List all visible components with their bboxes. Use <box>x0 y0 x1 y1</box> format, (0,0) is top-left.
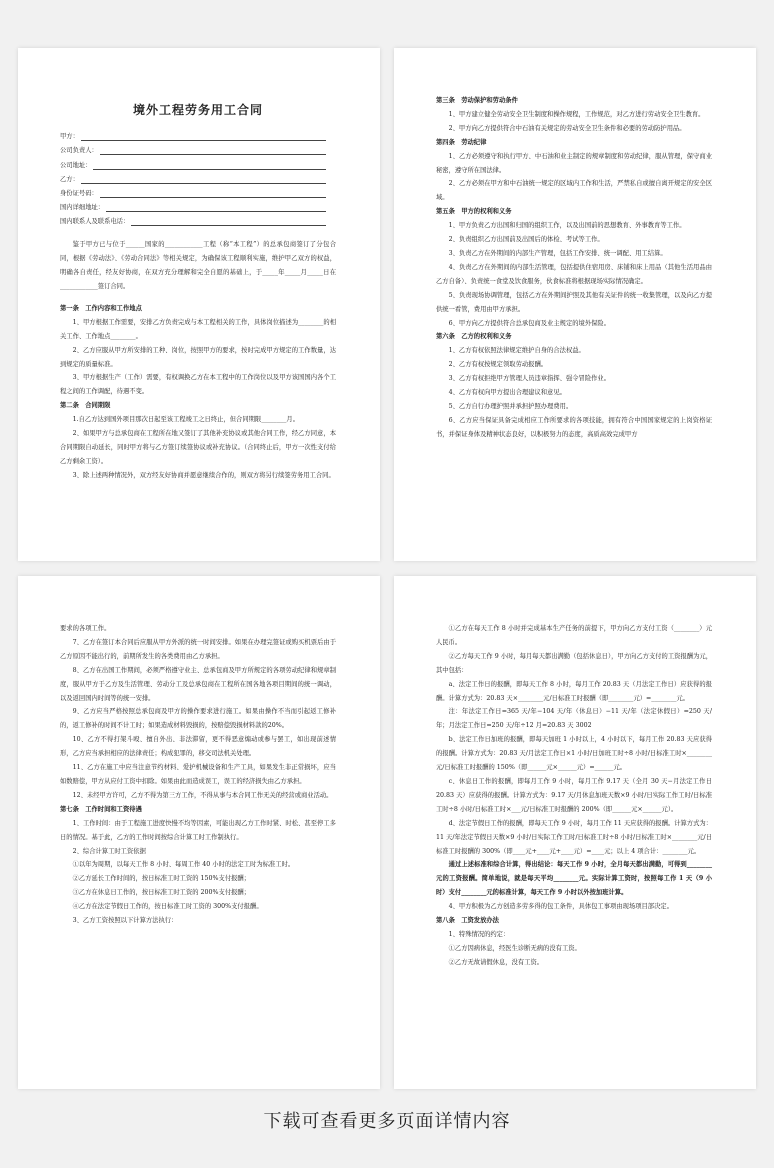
continued-text: 要求的各项工作。 <box>60 625 111 632</box>
party-field-label: 国内联系人及联系电话： <box>60 218 130 226</box>
wage-summary-paragraph: 通过上述标准和综合计算，得出结论：每天工作 9 小时，全月每天都出满勤，可得到________元的工资报酬。简单地说，就是每天平均________元。实际计算工资时，按照每工作 1 天（9 小时）支付________元的标准计算，每天工作 9 小时以外按加班计算。 <box>436 861 712 897</box>
contract-page-4 <box>394 576 756 1089</box>
clause-paragraph: c、休息日工作的报酬，即每月工作 9 小时，每月工作 9.17 天（全月 30 天−月法定工作日 20.83 天）应获得的报酬。计算方式为：9.17 天/月休息加班天数×9 小时/日实际工作工时/日标准工时÷8 小时/日标准工时×___元/日标准工时报酬的 200%（即______元×______元）。 <box>436 777 712 813</box>
contract-page-3 <box>18 576 380 1089</box>
clause-paragraph: 1、甲方建立健全劳动安全卫生制度和操作规程，工作规范，对乙方进行劳动安全卫生教育。 <box>448 110 705 118</box>
clause-paragraph: 4、负责乙方在外期间的内部生活管理，包括提供住宿用房、床铺和床上用品（其他生活用品由乙方自备）、负责统一食堂及饮食服务，伙食标准将根据现场实际情况确定。 <box>436 263 712 285</box>
party-field-row <box>60 158 336 172</box>
clause-paragraph: b、法定工作日加班的报酬，即每天加班 1 小时以上，4 小时以下，每月工作 20.83 天应获得的报酬。计算方式为：20.83 天/月法定工作日×1 小时/日加班工时÷8 小时/日标准工时×________元/日标准工时报酬的 150%（即______元×______元）=______元。 <box>436 736 712 772</box>
party-field-line <box>100 154 326 155</box>
clause-paragraph: 6、甲方向乙方提供符合总承包商及业主规定的境外保险。 <box>448 319 611 327</box>
clause-paragraph: 9、乙方应当严格按照总承包商及甲方的操作要求进行施工。如果由操作不当而引起返工修补的，返工修补的时间不计工时；如果造成材料毁损的，按赔偿毁损材料款的20%。 <box>60 708 336 730</box>
clause-paragraph: a、法定工作日的报酬，即每天工作 8 小时，每月工作 20.83 天（月法定工作日）应获得的报酬。计算方式为：20.83 天×________元/日标准工时报酬（即________元）=________元。 <box>436 680 712 702</box>
clause-paragraph: 3、乙方工资按照以下计算方法执行： <box>72 917 178 925</box>
clause-paragraph: 1、特殊情况的约定： <box>448 930 510 938</box>
clause-paragraph: ④乙方在法定节假日工作的，按日标准工时工资的 300%支付报酬。 <box>72 903 263 911</box>
party-field-label: 甲方： <box>60 133 79 141</box>
clause-paragraph: 6、乙方应当保证具备完成相应工作所要求的各项技能，拥有符合中国国家规定的上岗资格证书，并保证身体及精神状态良好，以积极努力的态度，高质高效完成甲方 <box>436 416 712 438</box>
clause-paragraph: 4、乙方有权向甲方提出合理建议和意见。 <box>448 389 566 397</box>
party-field-row <box>60 144 336 158</box>
clause-paragraph: d、法定节假日工作的报酬，即每天工作 9 小时，每月工作 11 天应获得的报酬。计算方式为：11 天/年法定节假日天数×9 小时/日实际工作工时/日标准工时÷8 小时/日标准工时×________元/日标准工时报酬的 300%（即____元+____元+____元）=____元；以上 4 项合计：________元。 <box>436 819 712 855</box>
clause-paragraph: ①乙方因病休息，经医生诊断无病的没有工资。 <box>448 944 581 952</box>
clause-paragraph: 5、乙方自行办理护照并承担护照办理费用。 <box>448 402 573 410</box>
article-heading: 第二条 合同期限 <box>60 402 111 410</box>
page-1-body <box>60 238 336 482</box>
clause-paragraph: ①乙方在每天工作 8 小时并完成基本生产任务的前提下，甲方向乙方支付工资（________）元人民币。 <box>436 625 712 646</box>
clause-paragraph: 10、乙方不得打架斗殴、擅自外出、非法滞留，更不得恶意煽动或参与罢工，如出现前述情形，乙方应当承担相应的法律责任；构成犯罪的，移交司法机关处理。 <box>60 736 336 758</box>
clause-paragraph: 11、乙方在施工中应当注意节约材料、爱护机械设备和生产工具，如果发生非正常损坏，应当如数赔偿，甲方从应付工资中扣除。如果由此而造成误工，误工的经济损失由乙方承担。 <box>60 764 336 785</box>
clause-paragraph: 2、如果甲方与总承包商在工程所在地又签订了其他补充协议或其他合同工作，经乙方同意，本合同期限自动延长，同时甲方将与乙方签订续签协议或补充协议。（合同终止后，甲方一次性支付给乙方剩余工资）。 <box>60 430 336 465</box>
page-2-body <box>436 94 712 442</box>
clause-paragraph: 注：年法定工作日=365 天/年−104 天/年（休息日）−11 天/年（法定休假日）=250 天/年；月法定工作日=250 天/年÷12 月=20.83 天 3002 <box>436 708 712 730</box>
clause-paragraph: 12、未经甲方许可，乙方不得为第三方工作，不得从事与本合同工作无关的经营或商业活动。 <box>72 791 333 799</box>
clause-paragraph: 1、甲方负责乙方出国和归国的组织工作，以及出国前的思想教育、外事教育等工作。 <box>448 222 686 230</box>
clause-paragraph: ①以年为周期，以每天工作 8 小时、每周工作 40 小时的法定工时为标准工时。 <box>72 861 295 869</box>
clause-paragraph: 8、乙方在出国工作期间，必须严格遵守业主、总承包商及甲方所规定的各项劳动纪律和规章制度，服从甲方于乙方及生活管理、劳动分工及总承包商在工程所在国各地各项目期间的统一调动，以及返回国内时间等的统一安排。 <box>60 666 336 702</box>
article-heading: 第八条 工资发放办法 <box>436 917 499 925</box>
party-field-line <box>81 140 326 141</box>
party-field-line <box>131 225 326 226</box>
clause-paragraph: 3、除上述两种情况外，双方经友好协商并愿意继续合作的，则双方将另行续签劳务用工合同。 <box>72 471 335 479</box>
clause-paragraph: 1、乙方有权依照法律规定维护自身的合法权益。 <box>448 347 585 355</box>
party-field-label: 乙方： <box>60 175 79 183</box>
page-4-body <box>436 622 712 970</box>
clause-paragraph: 1、乙方必须遵守和执行甲方、中石油和业主制定的规章制度和劳动纪律，服从管理，保守商业秘密，遵守所在国法律。 <box>436 152 712 174</box>
article-heading: 第五条 甲方的权利和义务 <box>436 208 512 216</box>
clause-paragraph: ②乙方每天工作 9 小时，每月每天都出满勤（包括休息日），甲方向乙方支付的工资报酬为元，其中包括： <box>436 652 712 674</box>
article-heading: 第四条 劳动纪律 <box>436 138 487 146</box>
party-field-line <box>93 169 326 170</box>
clause-paragraph: ③乙方在休息日工作的，按日标准工时工资的 200%支付报酬； <box>72 889 251 897</box>
contract-page-2 <box>394 48 756 561</box>
contract-title: 境外工程劳务用工合同 <box>132 103 263 117</box>
party-field-line <box>81 183 326 184</box>
party-field-row <box>60 215 336 229</box>
party-field-row <box>60 201 336 215</box>
party-field-row <box>60 187 336 201</box>
spacer <box>60 294 336 302</box>
article-heading: 第三条 劳动保护和劳动条件 <box>436 97 518 104</box>
clause-paragraph: 1、甲方根据工作需要，安排乙方负责完成与本工程相关的工作，具体岗位描述为________的相关工作、工作地点________。 <box>60 318 336 340</box>
party-field-label: 国内详细地址： <box>60 204 105 212</box>
party-field-row <box>60 130 336 144</box>
article-heading: 第七条 工作时间和工资待遇 <box>60 805 142 813</box>
clause-paragraph: 2、乙方应服从甲方所安排的工种、岗位，按照甲方的要求，按时完成甲方规定的工作数量，达到规定的质量标准。 <box>60 346 336 368</box>
article-heading: 第六条 乙方的权利和义务 <box>436 333 512 341</box>
clause-paragraph: 2、乙方必须在甲方和中石油统一规定的区域内工作和生活，严禁私自或擅自离开规定的安全区域。 <box>436 180 712 202</box>
clause-paragraph: 鉴于甲方已与位于______国家的____________工程（称“本工程”）的总承包商签订了分包合同，根据《劳动法》、《劳动合同法》等相关规定，为确保该工程顺利实施，维护甲乙双方的权益，明确各自责任，经友好协商，在双方充分理解和完全自愿的基础上，于_____年_____月_____日在____________签订合同。 <box>60 241 336 291</box>
party-field-row <box>60 173 336 187</box>
party-field-line <box>106 211 326 212</box>
clause-paragraph: 3、乙方有权拒绝甲方管理人员违章指挥、强令冒险作业。 <box>448 375 611 383</box>
article-heading: 第一条 工作内容和工作地点 <box>60 304 142 312</box>
party-field-label: 身份证号码： <box>60 190 98 198</box>
clause-paragraph: 1、工作时间：由于工程施工进度快慢不均等因素，可能出现乙方工作时紧、时松、甚至停工多日的情况。基于此，乙方的工作时间按综合计算工时工作制执行。 <box>60 819 336 841</box>
clause-paragraph: 3、甲方根据生产（工作）需要，有权调换乙方在本工程中的工作岗位以及甲方该国国内各个工程之间的工作调配，待遇不变。 <box>60 374 336 396</box>
clause-paragraph: 3、负责乙方在外期间的内部生产管理，包括工作安排、统一调配、用工结算。 <box>448 249 667 257</box>
download-more-note[interactable]: 下载可查看更多页面详情内容 <box>263 1111 511 1132</box>
party-info-fields <box>60 130 336 229</box>
clause-paragraph: 2、甲方向乙方提供符合中石油有关规定的劳动安全卫生条件和必要的劳动防护用品。 <box>448 124 686 132</box>
clause-paragraph: 5、负责现场协调管理，包括乙方在外期间护照及其他有关证件的统一收集管理，以及向乙方提供统一看管，费用由甲方承担。 <box>436 291 712 313</box>
clause-paragraph: ②乙方无故请假休息，没有工资。 <box>448 958 544 966</box>
contract-page-1 <box>18 48 380 561</box>
clause-paragraph: ②乙方延长工作时间的，按日标准工时工资的 150%支付报酬； <box>72 875 251 883</box>
party-field-label: 公司负责人： <box>60 147 98 155</box>
party-field-label: 公司地址： <box>60 161 92 169</box>
clause-paragraph: 1.自乙方达到国外项目那次日起至该工程竣工之日终止，但合同期限________月。 <box>72 416 299 424</box>
page-3-body <box>60 622 336 928</box>
clause-paragraph: 7、乙方在签订本合同后应服从甲方外派的统一时间安排。如果在办理完签证或购买机票后由于乙方原因不能出行的，前期所发生的各类费用由乙方承担。 <box>60 638 336 660</box>
clause-paragraph: 4、甲方积极为乙方创造多劳多得的包工条件，具体包工事项由现场项目部决定。 <box>448 903 673 911</box>
party-field-line <box>100 197 326 198</box>
clause-paragraph: 2、综合计算工时工资依据 <box>72 847 146 855</box>
clause-paragraph: 2、乙方有权按规定领取劳动报酬。 <box>448 361 548 369</box>
clause-paragraph: 2、负责组织乙方出国前及出国后的体检、考试等工作。 <box>448 236 604 244</box>
